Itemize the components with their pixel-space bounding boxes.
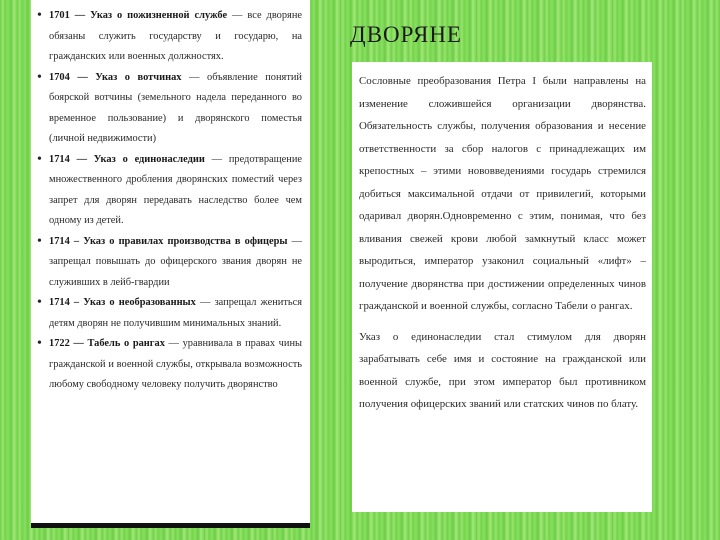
decree-heading: 1704 — Указ о вотчинах (49, 71, 182, 83)
decree-text: — объявление понятий боярской вотчины (земельного надела переданного во временное пользование) и дворянского поместья (личной недвижимости) (49, 71, 302, 144)
decree-heading: 1701 — Указ о пожизненной службе (49, 10, 228, 21)
decree-heading: 1714 — Указ о единонаследии (49, 153, 205, 165)
body-paragraph: Указ о единонаследии стал стимулом для дворян зарабатывать себе имя и состояние на гражданской или военной службе, при этом император был противником получения офицерских званий или статских чинов по блату. (359, 330, 646, 410)
decree-text: — запрещал повышать до офицерского звания дворян не служивших в лейб-гвардии (49, 235, 302, 288)
decree-heading: 1714 – Указ о необразованных (49, 297, 196, 308)
decree-item (37, 232, 302, 294)
decree-item (37, 68, 302, 150)
decree-item (37, 293, 302, 334)
decree-item (37, 334, 302, 396)
page-title: ДВОРЯНЕ (350, 22, 462, 47)
decrees-panel (31, 0, 310, 528)
text-panel (352, 62, 652, 512)
decree-item (37, 6, 302, 68)
decree-text: — предотвращение множественного дробления дворянских поместий через запрет для дворян передавать наследство более чем одному из детей. (49, 153, 302, 226)
body-paragraph: Сословные преобразования Петра I были направлены на изменение сложившейся организации дворянства. Обязательность службы, получения образования и несение ответственности за сбор налогов с принадлежащих им крепостных – этими нововведениями государь стремился добиться максимальной отдачи от привилегий, которыми одаривал дворян.Одновременно с этим, понимая, что без вливания свежей крови любой замкнутый класс может выродиться, император узаконил социальный «лифт» – получение дворянства при достижении определенных чинов гражданской и военной службы, согласно Табели о рангах. (359, 75, 646, 312)
decree-heading: 1714 – Указ о правилах производства в офицеры (49, 235, 288, 247)
decree-text: — запрещал жениться детям дворян не получившим минимальных знаний. (49, 297, 303, 329)
decree-list (37, 6, 302, 396)
decree-heading: 1722 — Табель о рангах (49, 338, 165, 349)
decree-text: — все дворяне обязаны служить государству и государю, на гражданских или военных должностях. (49, 10, 302, 62)
decree-item (37, 150, 302, 232)
decree-text: — уравнивала в правах чины гражданской и военной службы, открывала возможность любому свободному человеку получить дворянство (49, 338, 302, 390)
